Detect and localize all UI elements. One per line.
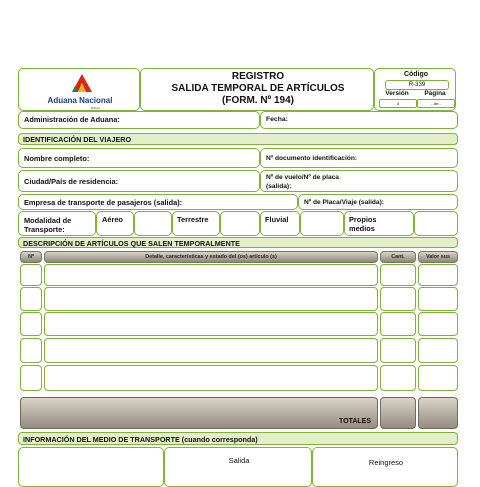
ciudad-field[interactable]: [18, 170, 260, 192]
nombre-label: Nombre completo:: [24, 154, 90, 163]
row-num-cell: [20, 338, 42, 363]
reingreso-label: Reingreso: [368, 458, 404, 467]
totales-label: TOTALES: [338, 418, 371, 425]
pagina-value: ...de...: [417, 99, 455, 108]
section-articulos: DESCRIPCIÓN DE ARTÍCULOS QUE SALEN TEMPORALMENTE: [18, 237, 458, 248]
row-cant-cell[interactable]: [380, 338, 416, 363]
propios-checkbox[interactable]: [414, 211, 458, 236]
title-line2: SALIDA TEMPORAL DE ARTÍCULOS: [171, 83, 345, 94]
modalidad-label: Modalidad de Transporte:: [24, 216, 72, 234]
transporte-blank-cell[interactable]: [18, 447, 164, 487]
col-detalle-header: Detalle, características y estado del (os) artículo (s): [44, 251, 378, 263]
logo-text: Aduana Nacional: [47, 96, 113, 105]
propios-label: Propios medios: [349, 215, 377, 233]
terrestre-label: Terrestre: [177, 215, 209, 224]
row-valor-cell[interactable]: [418, 365, 458, 391]
documento-field[interactable]: [260, 148, 458, 168]
totales-bar: [20, 397, 378, 429]
fluvial-label: Fluvial: [265, 215, 289, 224]
section-transporte: INFORMACIÓN DEL MEDIO DE TRANSPORTE (cuando corresponda): [18, 432, 458, 445]
total-valor-cell[interactable]: [418, 397, 458, 429]
fecha-label: Fecha:: [266, 116, 288, 123]
terrestre-option[interactable]: [172, 211, 220, 236]
row-cant-cell[interactable]: [380, 312, 416, 336]
vuelo-field[interactable]: [260, 170, 458, 192]
propios-option[interactable]: [344, 211, 414, 236]
total-cant-cell[interactable]: [380, 397, 416, 429]
row-cant-cell[interactable]: [380, 264, 416, 286]
section-viajero: IDENTIFICACIÓN DEL VIAJERO: [18, 133, 458, 145]
reingreso-cell[interactable]: [312, 447, 458, 487]
fluvial-checkbox[interactable]: [300, 211, 344, 236]
row-valor-cell[interactable]: [418, 264, 458, 286]
title-box: [140, 68, 374, 111]
pagina-label: Página: [424, 90, 446, 97]
col-cant-header: Cant.: [380, 251, 416, 263]
logo-box: [18, 68, 140, 111]
modalidad-box: [18, 211, 96, 236]
administracion-label: Administración de Aduana:: [24, 115, 120, 124]
aereo-option[interactable]: [96, 211, 134, 236]
row-num-cell: [20, 365, 42, 391]
row-num-cell: [20, 312, 42, 336]
col-valor-header: Valor sus: [418, 251, 458, 263]
salida-label: Salida: [228, 456, 250, 465]
placa-field[interactable]: [298, 194, 458, 210]
row-cant-cell[interactable]: [380, 365, 416, 391]
title-line1: REGISTRO: [231, 71, 285, 82]
row-detalle-cell[interactable]: [44, 287, 378, 311]
row-detalle-cell[interactable]: [44, 338, 378, 363]
placa-label: Nº de Placa/Viaje (salida):: [304, 199, 384, 206]
row-detalle-cell[interactable]: [44, 312, 378, 336]
salida-cell[interactable]: [164, 447, 312, 487]
empresa-field[interactable]: [18, 194, 298, 210]
fluvial-option[interactable]: [260, 211, 300, 236]
documento-label: Nº documento identificación:: [266, 155, 358, 162]
empresa-label: Empresa de transporte de pasajeros (salida):: [24, 198, 183, 207]
title-line3: (FORM. Nº 194): [222, 95, 294, 106]
row-valor-cell[interactable]: [418, 287, 458, 311]
terrestre-checkbox[interactable]: [220, 211, 260, 236]
row-cant-cell[interactable]: [380, 287, 416, 311]
codigo-value: R-339: [385, 80, 449, 90]
aereo-label: Aéreo: [102, 215, 123, 224]
nombre-field[interactable]: [18, 148, 260, 168]
aduana-logo-icon: [72, 74, 92, 92]
ciudad-label: Ciudad/País de residencia:: [24, 177, 119, 186]
administracion-field[interactable]: [18, 111, 260, 129]
row-detalle-cell[interactable]: [44, 365, 378, 391]
version-label: Versión: [385, 90, 409, 97]
row-valor-cell[interactable]: [418, 338, 458, 363]
row-num-cell: [20, 287, 42, 311]
code-box: [374, 68, 456, 111]
row-num-cell: [20, 264, 42, 286]
aereo-checkbox[interactable]: [134, 211, 172, 236]
vuelo-label: Nº de vuelo/Nº de placa (salida):: [266, 174, 339, 190]
version-value: 3: [379, 99, 417, 108]
fecha-field[interactable]: [260, 111, 458, 129]
col-num-header: Nº: [20, 251, 42, 263]
row-detalle-cell[interactable]: [44, 264, 378, 286]
codigo-label: Código: [403, 71, 429, 78]
row-valor-cell[interactable]: [418, 312, 458, 336]
logo-subtext: Bolivia: [91, 106, 100, 110]
